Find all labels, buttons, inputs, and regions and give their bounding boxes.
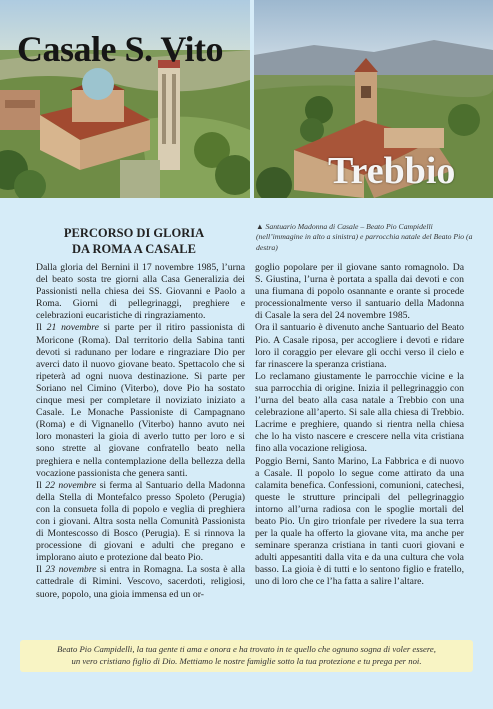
paragraph	[36, 564, 245, 600]
footer-line-1: Beato Pio Campidelli, la tua gente ti ama e onora e ha trovato in te quello che ognuno sogna di voler essere,	[57, 644, 436, 655]
photo-caption: ▲ Santuario Madonna di Casale – Beato Pio Campidelli (nell’immagine in alto a sinistra) e parrocchia natale del Beato Pio (a destra)	[256, 222, 473, 252]
paragraph	[36, 262, 245, 322]
left-column	[36, 262, 245, 601]
paragraph-lead: Il	[36, 322, 47, 334]
right-column	[255, 262, 464, 589]
paragraph-text: si entra in Romagna. La sosta è alla cattedrale di Rimini. Vescovo, sacerdoti, religiosi, suore, popolo, una gioia immensa ed un or-	[36, 564, 245, 600]
paragraph	[36, 480, 245, 565]
paragraph-lead: Il	[36, 479, 46, 491]
paragraph-text: si ferma al Santuario della Madonna della Stella di Montefalco presso Spoleto (Perugia) con la consueta folla di popolo e veglia di preghiera con i giovani. Altra sosta nella Comunità Passionista di Montescosso di Bosco (Perugia). E si rinnova la processione di giovani e adulti che pregano e implorano aiuto e protezione dal beato Pio.	[36, 479, 245, 564]
heading-line-2: DA ROMA A CASALE	[72, 242, 196, 256]
paragraph: Poggio Berni, Santo Marino, La Fabbrica e di nuovo a Casale. Il popolo lo segue come attirato da una calamita benefica. Confessioni, comunioni, catechesi, queste le strutture principali del pellegrinaggio intorno all’urna radiosa con le spoglie mortali del beato Pio. Un giro trionfale per rivedere la sua terra per la quale ha offerto la giovane vita, ma anche per seminare speranza cristiana in tanti cuori giovani e adulti appesantiti dalla vita e da una cultura che vola basso. La gioia è di tutti e lo sentono figlio e fratello, uno di loro che ce l’ha fatta a salire l’altare.	[255, 455, 464, 588]
paragraph-date: 22 novembre	[45, 479, 97, 491]
paragraph-date: 21 novembre	[46, 322, 99, 334]
sanctuary-photo	[0, 0, 250, 198]
paragraph: goglio popolare per il giovane santo romagnolo. Da S. Giustina, l’urna è portata a spalla dai devoti e con una fiumana di popolo osannante e orante si procede processionalmente verso il santuario della Madonna di Casale la sera del 24 novembre 1985.	[255, 262, 464, 322]
article-heading	[36, 225, 232, 257]
paragraph-date: 23 novembre	[45, 564, 97, 576]
prayer-footer	[20, 640, 473, 672]
paragraph: Ora il santuario è divenuto anche Santuario del Beato Pio. A Casale riposa, per accogliere i devoti e ridare loro il coraggio per elevare gli occhi verso il cielo e far rinascere la speranza cristiana.	[255, 322, 464, 370]
paragraph-text: Dalla gloria del Bernini il 17 novembre 1985, l’urna del beato sosta tre giorni alla Casa Generalizia dei Passionisti nella chiesa dei SS. Giovanni e Paolo a Roma. Giorni di pellegrinaggi, preghiere e celebrazioni eucaristiche di ringraziamento.	[36, 262, 245, 322]
trebbio-title: Trebbio	[328, 150, 456, 192]
paragraph-lead: Il	[36, 564, 46, 576]
photo-banner	[0, 0, 493, 198]
paragraph-text: si parte per il ritiro passionista di Moricone (Roma). Dal territorio della Sabina tanti devoti si radunano per lodare e ringraziare Dio per averci dato il nuovo giovane beato. Spettacolo che si ripeterà ad ogni nuova destinazione. Si parte per Soriano nel Cimino (Viterbo), dove Pio ha sostato cinque mesi per completare il noviziato iniziato a Casale. Le Monache Passioniste di Campagnano (Roma) e di Vignanello (Viterbo) hanno avuto nei loro monasteri la gioia di averlo tutto per loro e si sono strette al giovane confratello beato nella preghiera e nella contemplazione della bellezza della vocazione passionista che genera santi.	[36, 322, 246, 479]
casale-title: Casale S. Vito	[17, 29, 224, 69]
heading-line-1: PERCORSO DI GLORIA	[63, 226, 205, 240]
paragraph: Lo reclamano giustamente le parrocchie vicine e la sua parrocchia di origine. Inizia il pellegrinaggio con l’urna del beato alla casa natale a Trebbio con una celebrazione all’aperto. Si sale alla chiesa di Trebbio. Lacrime e preghiere, quando si rientra nella chiesa che lo ha visto nascere e crescere nella vita cristiana fino alla vocazione religiosa.	[255, 370, 464, 455]
footer-line-2: un vero cristiano figlio di Dio. Mettiamo le nostre famiglie sotto la tua protezione e tu prega per noi.	[71, 656, 422, 666]
paragraph	[36, 322, 245, 479]
article-body	[36, 262, 476, 614]
trebbio-photo	[254, 0, 493, 198]
